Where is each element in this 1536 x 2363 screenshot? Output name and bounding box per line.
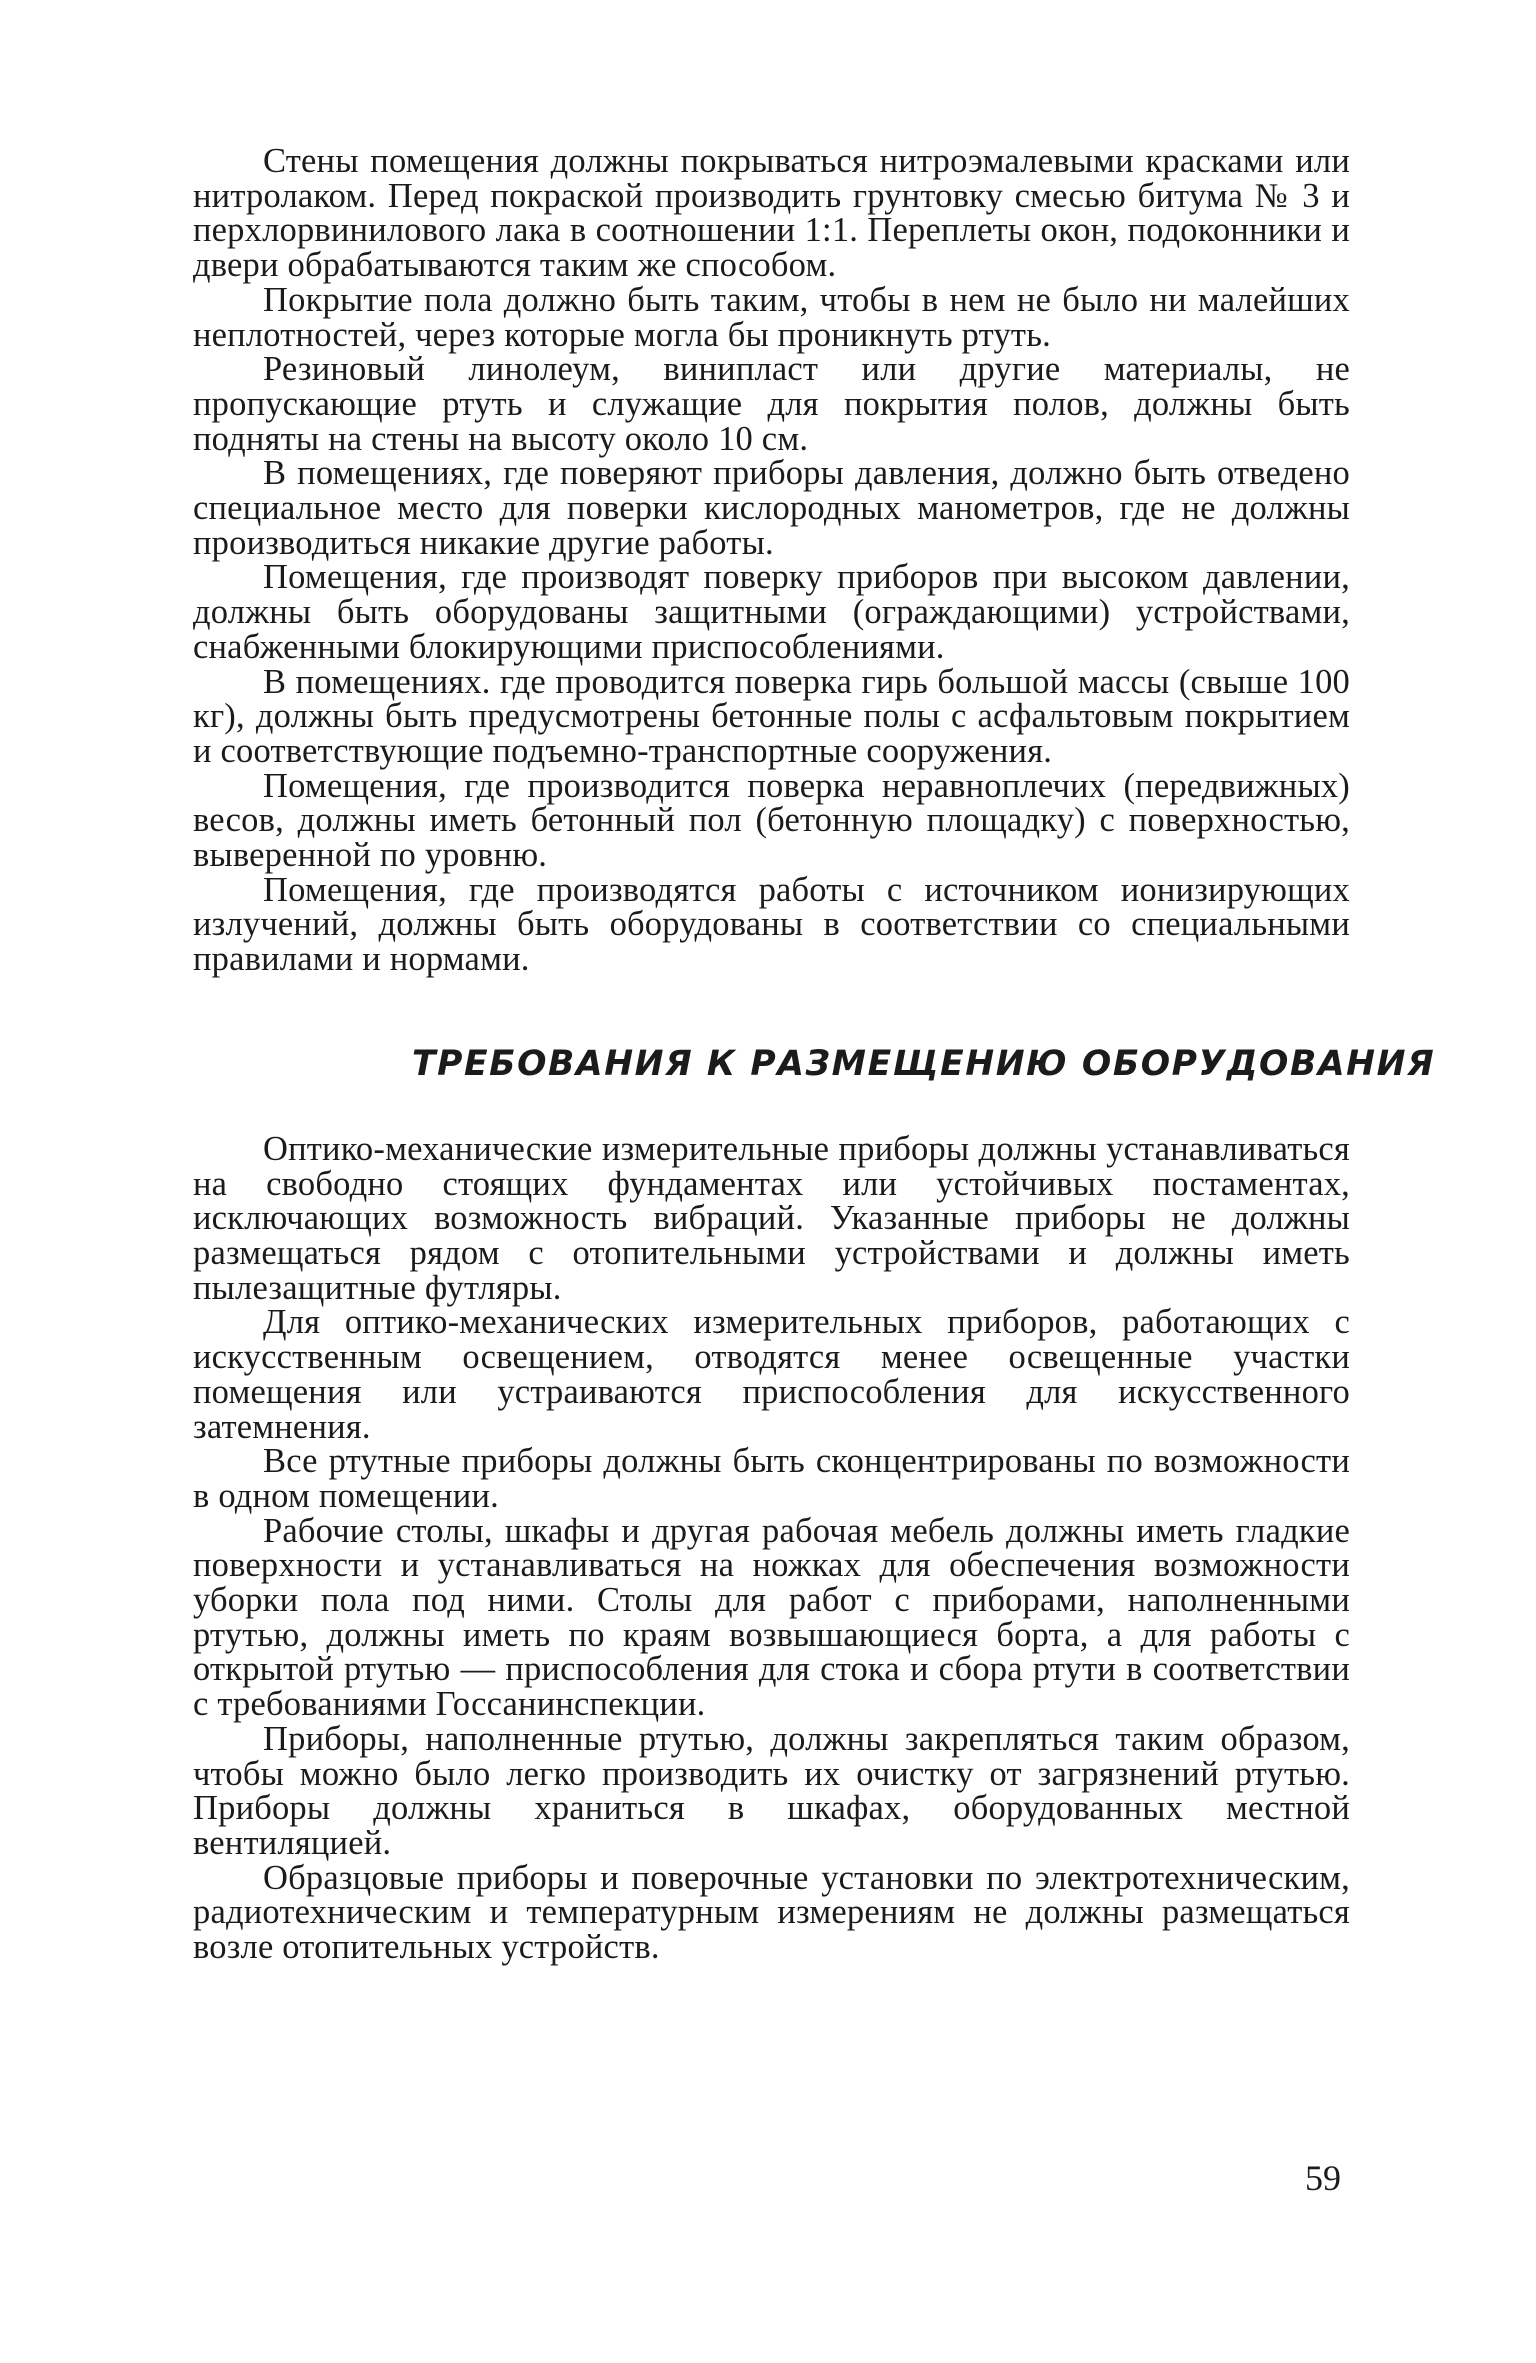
- paragraph-ionizing-radiation: Помещения, где производятся работы с источником ионизирующих излучений, должны быть оборудованы в соответствии со специальными правилами и нормами.: [193, 870, 1350, 979]
- paragraph-optical-instruments: Оптико-механические измерительные приборы должны устанавливаться на свободно стоящих фундаментах или устойчивых постаментах, исключающих возможность вибраций. Указанные приборы не должны размещаться рядом с отопительными устройствами и должны иметь пылезащитные футляры.: [193, 1129, 1350, 1307]
- paragraph-reference-instruments: Образцовые приборы и поверочные установки по электротехническим, радиотехническим и температурным измерениям не должны размещаться возле отопительных устройств.: [193, 1858, 1350, 1967]
- paragraph-mercury-fixing: Приборы, наполненные ртутью, должны закрепляться таким образом, чтобы можно было легко производить их очистку от загрязнений ртутью. Приборы должны храниться в шкафах, оборудованных местной вентиляцией.: [193, 1719, 1350, 1862]
- paragraph-mercury-instruments: Все ртутные приборы должны быть сконцентрированы по возможности в одном помещении.: [193, 1442, 1350, 1515]
- page-body: [193, 142, 1436, 1967]
- page-number: 59: [1305, 2158, 1341, 2198]
- section-heading: ТРЕБОВАНИЯ К РАЗМЕЩЕНИЮ ОБОРУДОВАНИЯ: [412, 1043, 1436, 1084]
- paragraph-rubber-linoleum: Резиновый линолеум, винипласт или другие материалы, не пропускающие ртуть и служащие для покрытия полов, должны быть подняты на стены на высоту около 10 см.: [193, 350, 1350, 458]
- paragraph-unequal-arm-scales: Помещения, где производится поверка неравноплечих (передвижных) весов, должны иметь бетонный пол (бетонную площадку) с поверхностью, выверенной по уровню.: [193, 766, 1350, 875]
- paragraph-pressure-instruments: В помещениях, где поверяют приборы давления, должно быть отведено специальное место для поверки кислородных манометров, где не должны производиться никакие другие работы.: [193, 454, 1350, 562]
- paragraph-heavy-weights: В помещениях. где проводится поверка гирь большой массы (свыше 100 кг), должны быть предусмотрены бетонные полы с асфальтовым покрытием и соответствующие подъемно-транспортные сооружения.: [193, 662, 1350, 770]
- paragraph-floor-covering: Покрытие пола должно быть таким, чтобы в нем не было ни малейших неплотностей, через которые могла бы проникнуть ртуть.: [193, 280, 1350, 354]
- paragraph-work-furniture: Рабочие столы, шкафы и другая рабочая мебель должны иметь гладкие поверхности и устанавливаться на ножках для обеспечения возможности уборки пола под ними. Столы для работ с приборами, наполненными ртутью, должны иметь по краям возвышающиеся борта, а для работы с открытой ртутью — приспособления для стока и сбора ртути в соответствии с требованиями Госсанинспекции.: [193, 1511, 1350, 1724]
- paragraph-wall-coating: Стены помещения должны покрываться нитроэмалевыми красками или нитролаком. Перед покраской производить грунтовку смесью битума № 3 и перхлорвинилового лака в соотношении 1:1. Переплеты окон, подоконники и двери обрабатываются таким же способом.: [193, 142, 1350, 285]
- paragraph-high-pressure-rooms: Помещения, где производят поверку приборов при высоком давлении, должны быть оборудованы защитными (ограждающими) устройствами, снабженными блокирующими приспособлениями.: [193, 558, 1350, 666]
- paragraph-artificial-lighting: Для оптико-механических измерительных приборов, работающих с искусственным освещением, отводятся менее освещенные участки помещения или устраиваются приспособления для искусственного затемнения.: [193, 1303, 1350, 1446]
